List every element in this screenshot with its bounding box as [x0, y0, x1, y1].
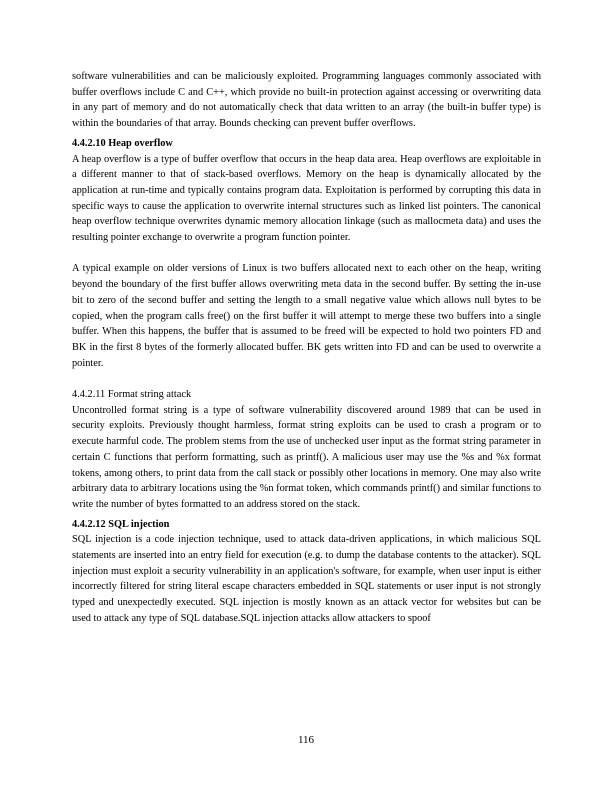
intro-paragraph: software vulnerabilities and can be maliciously exploited. Programming languages commonly associated with buffer overflows include C and C++, which provide no built-in protection against accessing or overwriting data in any part of memory and do not automatically check that data written to an array (the built-in buffer type) is within the boundaries of that array. Bounds checking can prevent buffer overflows.	[72, 71, 541, 130]
format-string-paragraph: Uncontrolled format string is a type of software vulnerability discovered around 1989 that can be used in security exploits. Previously thought harmless, format string exploits can be used to crash a program or to execute harmful code. The problem stems from the use of unchecked user input as the format string parameter in certain C functions that perform formatting, such as printf(). A malicious user may use the %s and %x format tokens, among others, to print data from the call stack or possibly other locations in memory. One may also write arbitrary data to arbitrary locations using the %n format token, which commands printf() and similar functions to write the number of bytes formatted to an address stored on the stack.	[72, 404, 541, 510]
heap-overflow-paragraph-2: A typical example on older versions of Linux is two buffers allocated next to each other on the heap, writing beyond the boundary of the first buffer allows overwriting meta data in the second buffer. By setting the in-use bit to zero of the second buffer and setting the length to a small negative value which allows null bytes to be copied, when the program calls free() on the first buffer it will attempt to merge these two buffers into a single buffer. When this happens, the buffer that is assumed to be freed will be expected to hold two pointers FD and BK in the first 8 bytes of the formerly allocated buffer. BK gets written into FD and can be used to overwrite a pointer.	[72, 263, 541, 369]
page-number: 116	[297, 734, 315, 746]
section-heading-sql-injection: 4.4.2.12 SQL injection	[72, 518, 170, 530]
spacer	[72, 246, 541, 262]
section-heading-format-string: 4.4.2.11 Format string attack	[72, 389, 192, 401]
section-heading-heap-overflow: 4.4.2.10 Heap overflow	[72, 137, 173, 149]
heap-overflow-paragraph-1: A heap overflow is a type of buffer overflow that occurs in the heap data area. Heap overflows are exploitable in a different manner to that of stack-based overflows. Memory on the heap is dynamically allocated by the application at run-time and typically contains program data. Exploitation is performed by corrupting this data in specific ways to cause the application to overwrite internal structures such as linked list pointers. The canonical heap overflow technique overwrites dynamic memory allocation linkage (such as mallocmeta data) and uses the resulting pointer exchange to overwrite a program function pointer.	[72, 153, 541, 244]
sql-injection-paragraph: SQL injection is a code injection technique, used to attack data-driven applications, in which malicious SQL statements are inserted into an entry field for execution (e.g. to dump the database contents to the attacker). SQL injection must exploit a security vulnerability in an application's software, for example, when user input is either incorrectly filtered for string literal escape characters embedded in SQL statements or user input is not strongly typed and unexpectedly executed. SQL injection is mostly known as an attack vector for websites but can be used to attack any type of SQL database.SQL injection attacks allow attackers to spoof	[72, 534, 541, 624]
page-content	[72, 69, 541, 627]
spacer	[72, 371, 541, 387]
